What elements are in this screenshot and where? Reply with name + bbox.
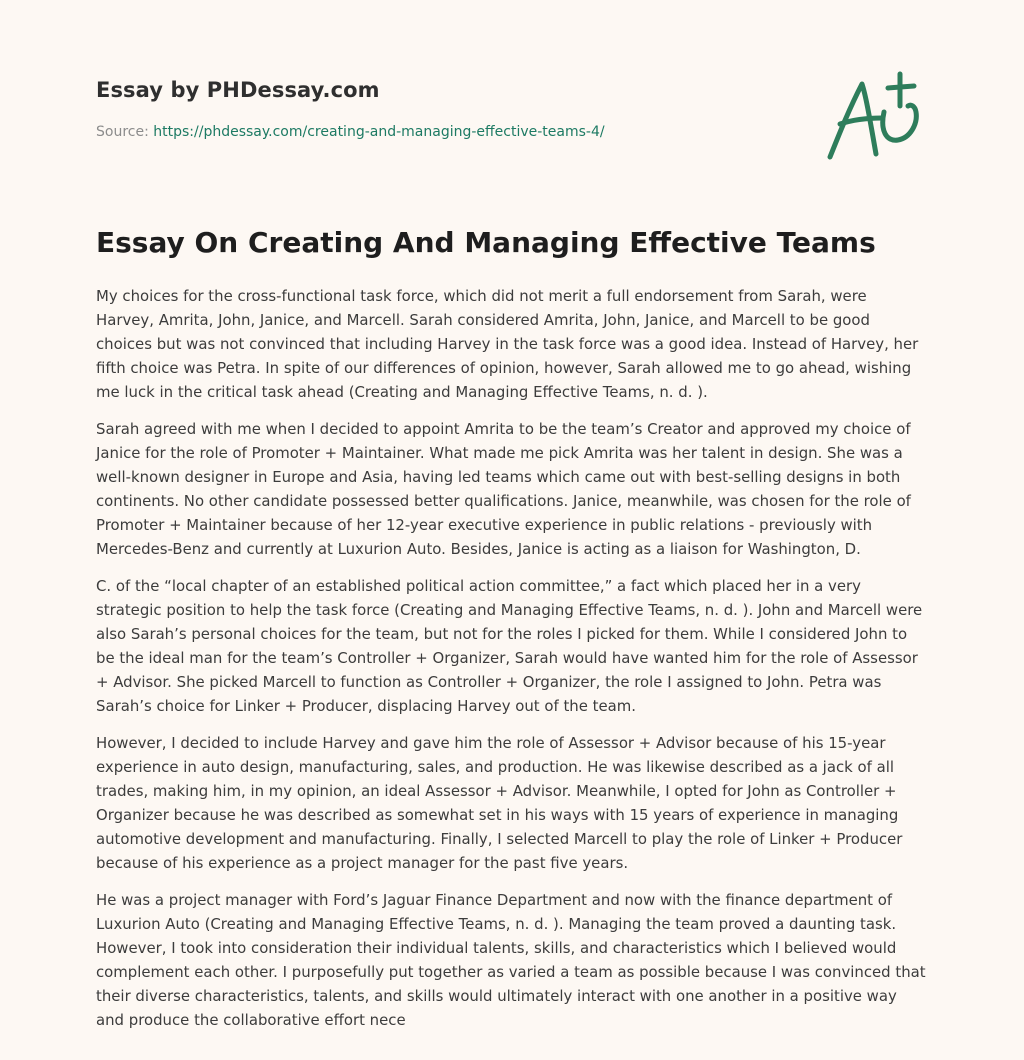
source-line xyxy=(96,124,605,140)
essay-body xyxy=(96,284,928,1045)
essay-paragraph-2: Sarah agreed with me when I decided to appoint Amrita to be the team’s Creator and approved my choice of Janice for the role of Promoter + Maintainer. What made me pick Amrita was her talent in design. She was a well-known designer in Europe and Asia, having led teams which came out with best-selling designs in both continents. No other candidate possessed better qualifications. Janice, meanwhile, was chosen for the role of Promoter + Maintainer because of her 12-year executive experience in public relations - previously with Mercedes-Benz and currently at Luxurion Auto. Besides, Janice is acting as a liaison for Washington, D. xyxy=(96,420,911,558)
essay-paragraph-5: He was a project manager with Ford’s Jaguar Finance Department and now with the finance department of Luxurion Auto (Creating and Managing Effective Teams, n. d. ). Managing the team proved a daunting task. However, I took into consideration their individual talents, skills, and characteristics which I believed would complement each other. I purposefully put together as varied a team as possible because I was convinced that their diverse characteristics, talents, and skills would ultimately interact with one another in a positive way and produce the collaborative effort nece xyxy=(96,891,926,1029)
essay-paragraph-1: My choices for the cross-functional task force, which did not merit a full endorsement from Sarah, were Harvey, Amrita, John, Janice, and Marcell. Sarah considered Amrita, John, Janice, and Marcell to be good choices but was not convinced that including Harvey in the task force was a good idea. Instead of Harvey, her fifth choice was Petra. In spite of our differences of opinion, however, Sarah allowed me to go ahead, wishing me luck in the critical task ahead (Creating and Managing Effective Teams, n. d. ). xyxy=(96,287,919,401)
source-label: Source: xyxy=(96,124,149,140)
essay-title: Essay On Creating And Managing Effective Teams xyxy=(96,226,876,259)
essay-paragraph-4: However, I decided to include Harvey and gave him the role of Assessor + Advisor because of his 15-year experience in auto design, manufacturing, sales, and production. He was likewise described as a jack of all trades, making him, in my opinion, an ideal Assessor + Advisor. Meanwhile, I opted for John as Controller + Organizer because he was described as somewhat set in his ways with 15 years of experience in managing automotive development and manufacturing. Finally, I selected Marcell to play the role of Linker + Producer because of his experience as a project manager for the past five years. xyxy=(96,734,903,872)
a-plus-logo-icon xyxy=(816,62,928,172)
essay-paragraph-3: C. of the “local chapter of an established political action committee,” a fact which placed her in a very strategic position to help the task force (Creating and Managing Effective Teams, n. d. ). John and Marcell were also Sarah’s personal choices for the team, but not for the roles I picked for them. While I considered John to be the ideal man for the team’s Controller + Organizer, Sarah would have wanted him for the role of Assessor + Advisor. She picked Marcell to function as Controller + Organizer, the role I assigned to John. Petra was Sarah’s choice for Linker + Producer, displacing Harvey out of the team. xyxy=(96,577,923,715)
source-link[interactable]: https://phdessay.com/creating-and-managing-effective-teams-4/ xyxy=(153,124,605,140)
site-brand: Essay by PHDessay.com xyxy=(96,78,380,102)
